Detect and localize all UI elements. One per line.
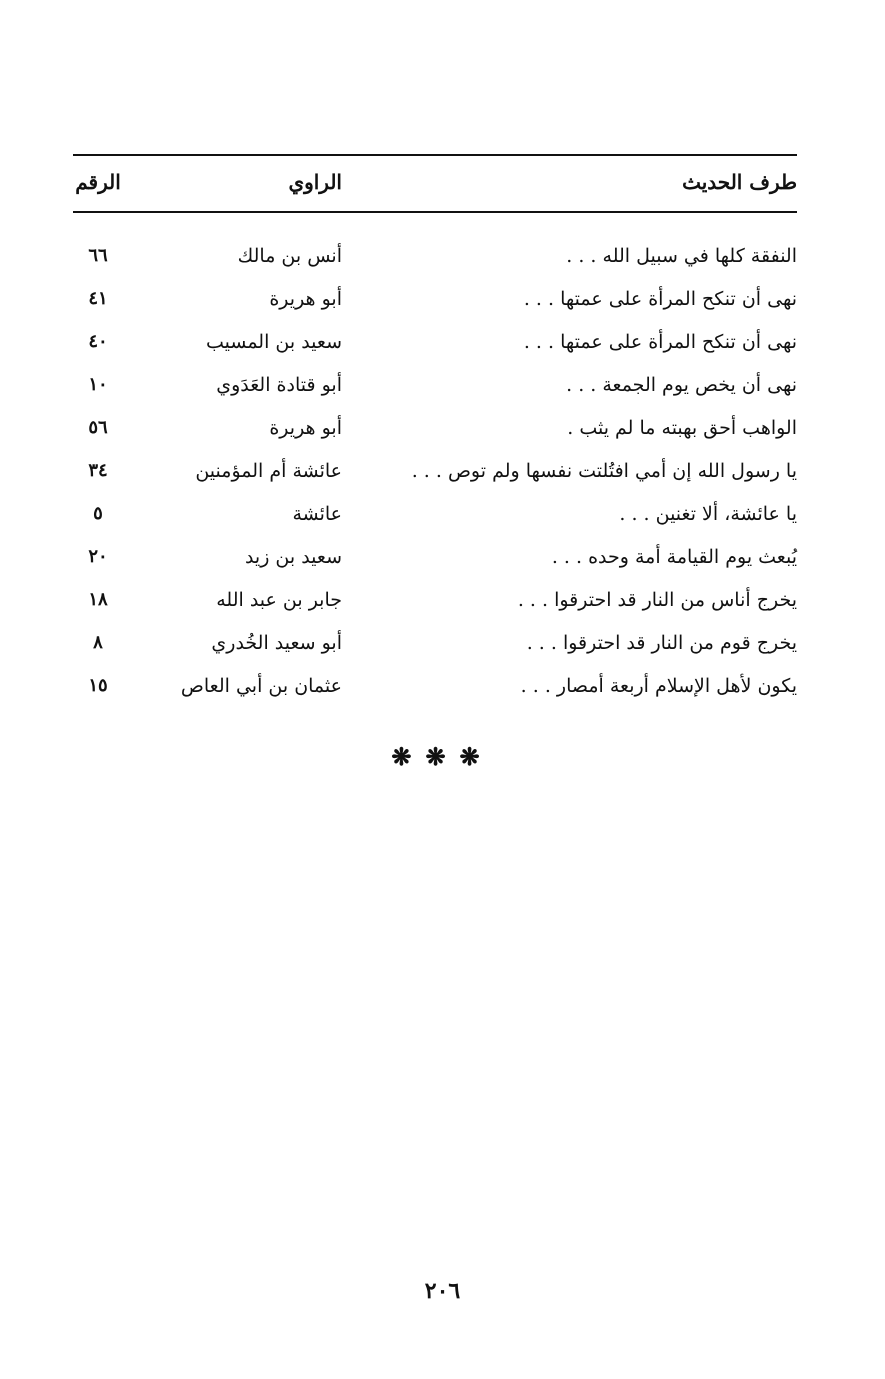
header-bottom-rule [73,211,797,213]
table-row [73,367,797,410]
hadith-text: نهى أن يخص يوم الجمعة . . . [566,374,797,396]
index-table [73,238,797,711]
hadith-text: النفقة كلها في سبيل الله . . . [566,245,797,267]
narrator: أبو هريرة [269,417,342,439]
narrator: سعيد بن زيد [244,546,342,568]
narrator: عثمان بن أبي العاص [180,675,342,697]
hadith-text: يا رسول الله إن أمي افتُلتت نفسها ولم توص . . . [411,460,797,482]
hadith-text: الواهب أحق بهبته ما لم يثب . [567,417,797,439]
narrator: سعيد بن المسيب [205,331,342,353]
narrator: عائشة [292,503,342,525]
hadith-number: ٨ [93,632,103,653]
hadith-number: ٥٦ [88,417,108,438]
narrator: أبو سعيد الخُدري [211,632,342,654]
table-row [73,410,797,453]
hadith-number: ٤٠ [88,331,108,352]
header-hadith: طرف الحديث [682,170,797,194]
hadith-text: يا عائشة، ألا تغنين . . . [619,503,797,525]
table-row [73,324,797,367]
header-top-rule [73,154,797,156]
table-row [73,496,797,539]
hadith-text: يُبعث يوم القيامة أمة وحده . . . [551,546,797,568]
header-number: الرقم [75,170,121,194]
hadith-text: نهى أن تنكح المرأة على عمتها . . . [523,288,797,310]
table-row [73,539,797,582]
hadith-text: يخرج أناس من النار قد احترقوا . . . [517,589,797,611]
narrator: عائشة أم المؤمنين [195,460,342,482]
table-row [73,625,797,668]
table-row [73,281,797,324]
hadith-number: ٣٤ [88,460,108,481]
table-row [73,238,797,281]
narrator: جابر بن عبد الله [216,589,342,611]
narrator: أبو هريرة [269,288,342,310]
section-separator-stars: ❋❋❋ [391,742,494,771]
hadith-number: ١٨ [88,589,108,610]
page-number: ٢٠٦ [424,1278,461,1304]
narrator: أبو قتادة العَدَوي [216,374,342,396]
hadith-number: ١٥ [88,675,108,696]
hadith-number: ٦٦ [88,245,108,266]
table-row [73,582,797,625]
hadith-number: ٥ [93,503,103,524]
narrator: أنس بن مالك [237,245,342,267]
table-header [73,166,797,200]
hadith-text: يكون لأهل الإسلام أربعة أمصار . . . [520,675,797,697]
hadith-text: نهى أن تنكح المرأة على عمتها . . . [523,331,797,353]
hadith-text: يخرج قوم من النار قد احترقوا . . . [526,632,797,654]
table-row [73,668,797,711]
hadith-number: ١٠ [88,374,108,395]
table-row [73,453,797,496]
hadith-number: ٤١ [88,288,108,309]
header-rawi: الراوي [288,170,342,194]
hadith-number: ٢٠ [88,546,108,567]
